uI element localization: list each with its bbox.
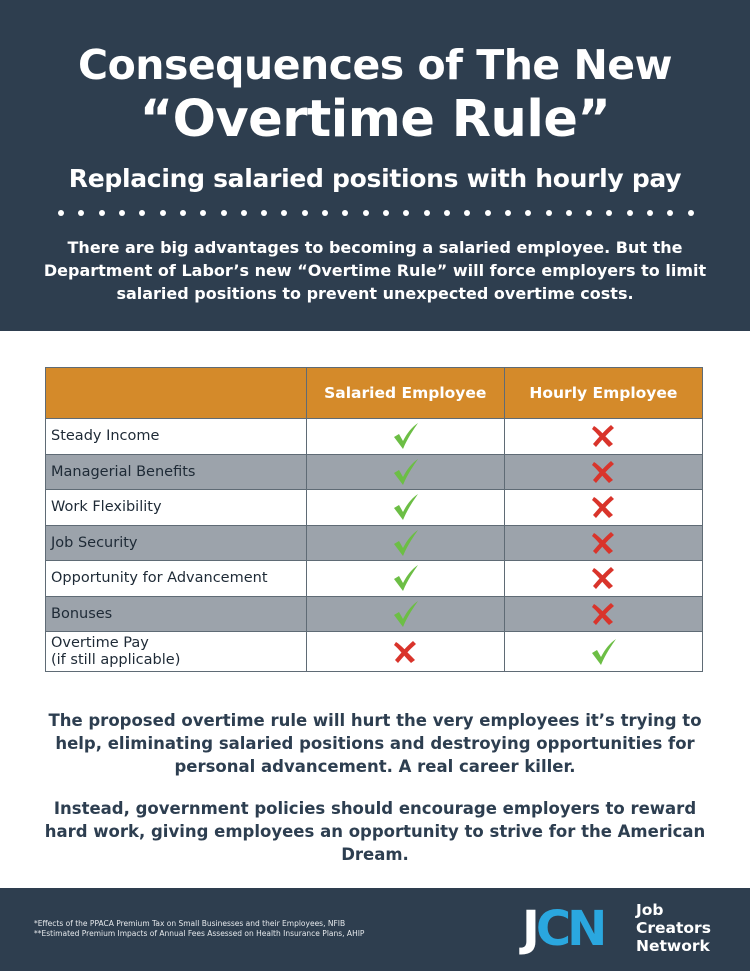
check-icon: [390, 599, 420, 629]
cell-hourly: [504, 525, 702, 561]
divider-dot: [180, 210, 186, 216]
table-row: [46, 490, 703, 526]
row-label: [46, 454, 307, 490]
divider-dot: [525, 210, 531, 216]
row-label-text: Bonuses: [51, 605, 113, 622]
cell-salaried: [306, 561, 504, 597]
divider-dot: [78, 210, 84, 216]
cell-hourly: [504, 596, 702, 632]
divider-dot: [241, 210, 247, 216]
divider-dot: [261, 210, 267, 216]
title-line-1: Consequences of The New: [78, 41, 672, 89]
logo-letter-c: C: [535, 901, 568, 957]
table-header-row: [46, 368, 703, 419]
logo-word-network: Network: [636, 937, 710, 955]
logo-wordmark: [636, 901, 711, 955]
row-label: [46, 596, 307, 632]
check-icon: [390, 457, 420, 487]
cell-salaried: [306, 419, 504, 455]
dotted-divider: [58, 210, 694, 218]
jcn-logo-mark: [522, 902, 603, 956]
cell-hourly: [504, 561, 702, 597]
logo-letter-j: J: [522, 901, 536, 957]
cell-hourly: [504, 632, 702, 672]
row-label-text: Managerial Benefits: [51, 463, 196, 480]
cell-salaried: [306, 454, 504, 490]
check-icon: [588, 637, 618, 667]
divider-dot: [647, 210, 653, 216]
divider-dot: [688, 210, 694, 216]
table-row: [46, 596, 703, 632]
divider-dot: [464, 210, 470, 216]
divider-dot: [363, 210, 369, 216]
divider-dot: [281, 210, 287, 216]
table-row: [46, 561, 703, 597]
jcn-logo: [522, 898, 732, 964]
cell-hourly: [504, 419, 702, 455]
divider-dot: [485, 210, 491, 216]
cell-salaried: [306, 632, 504, 672]
divider-dot: [606, 210, 612, 216]
row-label-text: Steady Income: [51, 428, 160, 445]
divider-dot: [444, 210, 450, 216]
intro-text: There are big advantages to becoming a salaried employee. But the Department of Labor’s new “Overtime Rule” will force employers to limit salaried positions to prevent unexpected overtime costs.: [43, 238, 707, 303]
logo-word-job: Job: [636, 901, 664, 919]
row-sublabel: (if still applicable): [51, 651, 181, 668]
table-header-salaried: Salaried Employee: [306, 368, 504, 419]
check-icon: [390, 563, 420, 593]
paragraph-recommendation: Instead, government policies should encourage employers to reward hard work, giving employees an opportunity to strive for the American Dream.: [44, 799, 706, 864]
comparison-table: [45, 367, 703, 672]
row-label-text: Job Security: [51, 534, 138, 551]
divider-dot: [627, 210, 633, 216]
cross-icon: [590, 423, 616, 449]
row-label: [46, 490, 307, 526]
cross-icon: [590, 459, 616, 485]
divider-dot: [505, 210, 511, 216]
cell-hourly: [504, 454, 702, 490]
row-label: [46, 419, 307, 455]
footnote-2: **Estimated Premium Impacts of Annual Fees Assessed on Health Insurance Plans, AHIP: [34, 929, 365, 938]
divider-dot: [383, 210, 389, 216]
divider-dot: [586, 210, 592, 216]
divider-dot: [667, 210, 673, 216]
table-row: [46, 419, 703, 455]
cell-salaried: [306, 596, 504, 632]
row-label: [46, 561, 307, 597]
row-label: [46, 525, 307, 561]
divider-dot: [403, 210, 409, 216]
row-label: [46, 632, 307, 672]
footnotes: [34, 919, 364, 939]
row-label-text: Overtime Pay: [51, 634, 149, 651]
cell-salaried: [306, 490, 504, 526]
check-icon: [390, 528, 420, 558]
cross-icon: [590, 494, 616, 520]
table-header-blank: [46, 368, 307, 419]
divider-dot: [322, 210, 328, 216]
divider-dot: [302, 210, 308, 216]
row-label-text: Work Flexibility: [51, 499, 162, 516]
divider-dot: [58, 210, 64, 216]
divider-dot: [342, 210, 348, 216]
divider-dot: [119, 210, 125, 216]
cross-icon: [590, 530, 616, 556]
table-row: [46, 454, 703, 490]
check-icon: [390, 421, 420, 451]
cell-salaried: [306, 525, 504, 561]
footer-bar: [0, 888, 750, 971]
header-banner: [0, 0, 750, 331]
divider-dot: [546, 210, 552, 216]
footnote-1: *Effects of the PPACA Premium Tax on Small Businesses and their Employees, NFIB: [34, 919, 346, 928]
cell-hourly: [504, 490, 702, 526]
divider-dot: [221, 210, 227, 216]
divider-dot: [139, 210, 145, 216]
cross-icon: [590, 601, 616, 627]
row-label-text: Opportunity for Advancement: [51, 570, 268, 587]
divider-dot: [424, 210, 430, 216]
table-row: [46, 632, 703, 672]
title-line-2: “Overtime Rule”: [139, 90, 611, 149]
logo-word-creators: Creators: [636, 919, 711, 937]
cross-icon: [392, 639, 418, 665]
logo-letter-n: N: [567, 901, 604, 957]
divider-dot: [566, 210, 572, 216]
divider-dot: [200, 210, 206, 216]
paragraph-consequence: The proposed overtime rule will hurt the very employees it’s trying to help, eliminating salaried positions and destroying opportunities for personal advancement. A real career killer.: [48, 711, 702, 776]
check-icon: [390, 492, 420, 522]
subtitle: Replacing salaried positions with hourly pay: [68, 164, 682, 193]
divider-dot: [160, 210, 166, 216]
table-row: [46, 525, 703, 561]
table-header-hourly: Hourly Employee: [504, 368, 702, 419]
cross-icon: [590, 565, 616, 591]
divider-dot: [99, 210, 105, 216]
